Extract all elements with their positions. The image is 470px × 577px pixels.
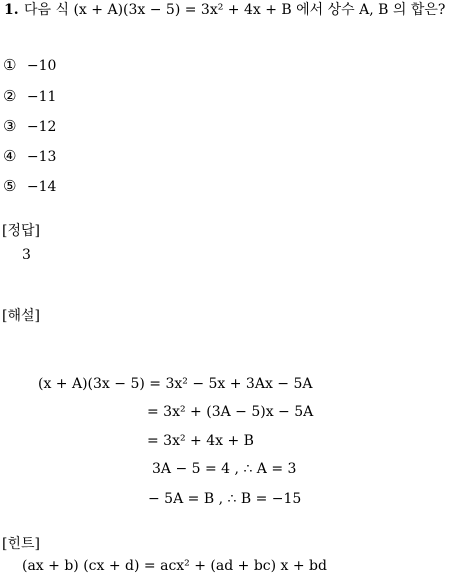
solution-line-2: = 3x² + (3A − 5)x − 5A xyxy=(147,404,314,420)
solution-line-4: 3A − 5 = 4 , ∴ A = 3 xyxy=(152,461,297,477)
solution-line-1: (x + A)(3x − 5) = 3x² − 5x + 3Ax − 5A xyxy=(38,376,313,392)
choice-value: −13 xyxy=(26,149,57,165)
choice-marker: ③ xyxy=(3,117,17,135)
question-text: 다음 식 (x + A)(3x − 5) = 3x² + 4x + B 에서 상수 A, B 의 합은? xyxy=(24,2,446,18)
choice-2[interactable] xyxy=(3,89,56,104)
choice-value: −12 xyxy=(26,119,57,135)
question-number: 1. xyxy=(4,2,19,18)
solution-line-5: − 5A = B , ∴ B = −15 xyxy=(148,491,302,507)
solution-label: [해설] xyxy=(2,308,40,324)
choice-value: −10 xyxy=(26,58,57,74)
choice-value: −14 xyxy=(26,179,57,195)
choice-marker: ② xyxy=(3,87,17,105)
answer-label: [정답] xyxy=(2,223,40,239)
solution-line-3: = 3x² + 4x + B xyxy=(147,433,254,449)
answer-value: 3 xyxy=(22,247,31,263)
choice-4[interactable] xyxy=(3,149,56,164)
choice-1[interactable] xyxy=(3,58,56,73)
hint-label: [힌트] xyxy=(2,536,40,552)
choice-marker: ⑤ xyxy=(3,177,17,195)
choice-5[interactable] xyxy=(3,179,56,194)
choice-marker: ④ xyxy=(3,147,17,165)
choice-value: −11 xyxy=(26,89,57,105)
choice-marker: ① xyxy=(3,56,17,74)
hint-formula: (ax + b) (cx + d) = acx² + (ad + bc) x + bd xyxy=(22,558,327,574)
choice-3[interactable] xyxy=(3,119,56,134)
